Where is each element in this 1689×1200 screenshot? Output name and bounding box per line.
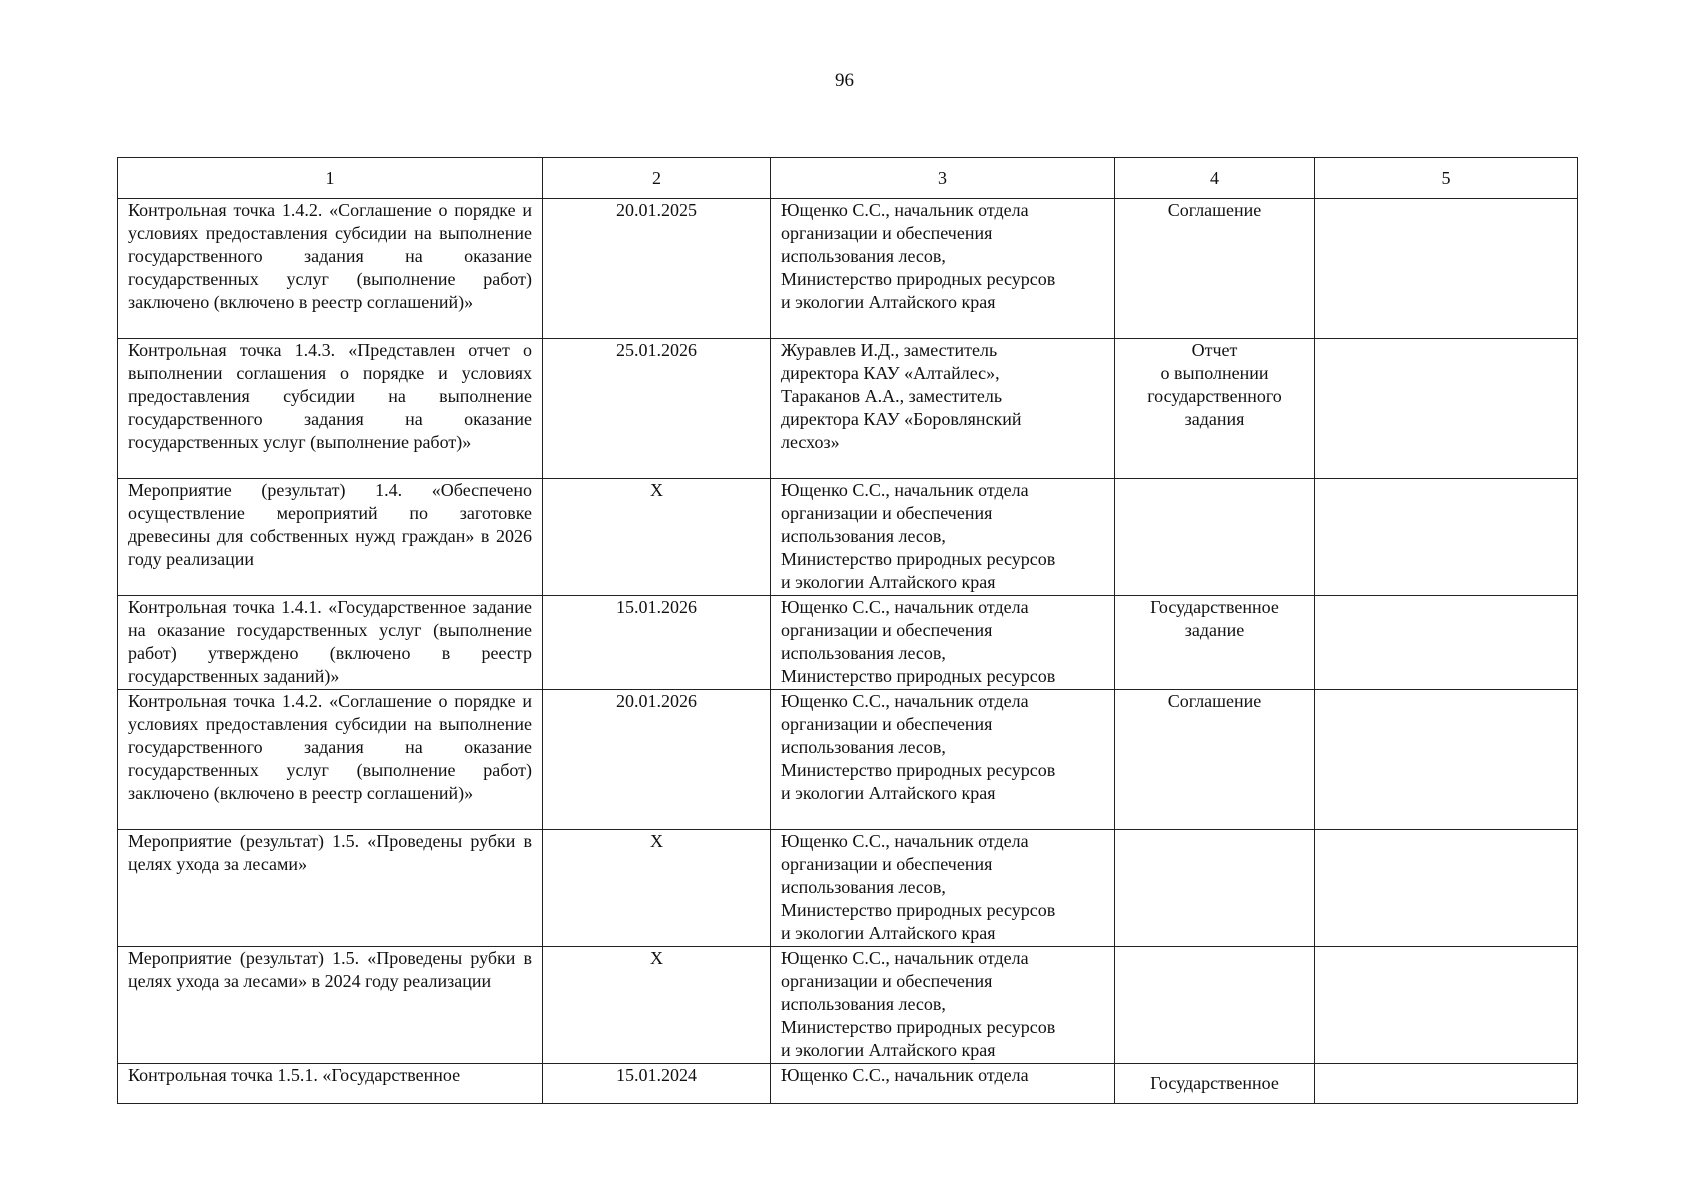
responsible-cell (771, 947, 1115, 1064)
document-text: Соглашение (1167, 691, 1262, 711)
table-row (118, 947, 1578, 1064)
responsible-text: Ющенко С.С., начальник отдела организации и обеспечения использования лесов, Министерство природных ресурсов и экологии Алтайского края (781, 480, 1056, 592)
column-header-4: 4 (1115, 158, 1315, 199)
date-cell: X (543, 947, 771, 1064)
column-header-1: 1 (118, 158, 543, 199)
document-text: Государственное задание (1150, 597, 1279, 640)
column-header-3: 3 (771, 158, 1115, 199)
document-cell (1115, 1064, 1315, 1104)
column-header-2: 2 (543, 158, 771, 199)
control-points-table (117, 157, 1578, 1104)
responsible-cell (771, 1064, 1115, 1104)
event-cell: Мероприятие (результат) 1.5. «Проведены рубки в целях ухода за лесами» в 2024 году реализации (118, 947, 543, 1064)
date-cell: 25.01.2026 (543, 339, 771, 479)
event-cell: Мероприятие (результат) 1.4. «Обеспечено осуществление мероприятий по заготовке древесины для собственных нужд граждан» в 2026 году реализации (118, 479, 543, 596)
table-row (118, 596, 1578, 690)
table-row (118, 830, 1578, 947)
responsible-cell (771, 830, 1115, 947)
responsible-text: Ющенко С.С., начальник отдела организации и обеспечения использования лесов, Министерство природных ресурсов (781, 597, 1056, 686)
event-cell: Контрольная точка 1.4.3. «Представлен отчет о выполнении соглашения о порядке и условиях предоставления субсидии на выполнение государственного задания на оказание государственных услуг (выполнение работ)» (118, 339, 543, 479)
table-row (118, 199, 1578, 339)
document-text: Соглашение (1167, 200, 1262, 220)
column-header-5: 5 (1315, 158, 1578, 199)
document-cell (1115, 830, 1315, 947)
date-cell: 15.01.2024 (543, 1064, 771, 1104)
responsible-text: Ющенко С.С., начальник отдела организации и обеспечения использования лесов, Министерство природных ресурсов и экологии Алтайского края (781, 831, 1056, 943)
responsible-text: Ющенко С.С., начальник отдела организации и обеспечения использования лесов, Министерство природных ресурсов и экологии Алтайского края (781, 200, 1056, 312)
empty-cell (1315, 339, 1578, 479)
table-row (118, 690, 1578, 830)
document-cell (1115, 339, 1315, 479)
empty-cell (1315, 690, 1578, 830)
document-cell (1115, 947, 1315, 1064)
event-cell: Мероприятие (результат) 1.5. «Проведены рубки в целях ухода за лесами» (118, 830, 543, 947)
date-cell: X (543, 830, 771, 947)
table-row (118, 1064, 1578, 1104)
event-cell: Контрольная точка 1.5.1. «Государственное (118, 1064, 543, 1104)
event-cell: Контрольная точка 1.4.2. «Соглашение о порядке и условиях предоставления субсидии на выполнение государственного задания на оказание государственных услуг (выполнение работ) заключено (включено в реестр соглашений)» (118, 199, 543, 339)
date-cell: 15.01.2026 (543, 596, 771, 690)
date-cell: 20.01.2026 (543, 690, 771, 830)
table-row (118, 339, 1578, 479)
page-number: 96 (835, 70, 854, 91)
document-cell (1115, 199, 1315, 339)
responsible-cell (771, 199, 1115, 339)
document-text: Государственное (1150, 1073, 1279, 1093)
document-cell (1115, 690, 1315, 830)
document-cell (1115, 479, 1315, 596)
date-cell: 20.01.2025 (543, 199, 771, 339)
responsible-cell (771, 690, 1115, 830)
empty-cell (1315, 1064, 1578, 1104)
event-cell: Контрольная точка 1.4.2. «Соглашение о порядке и условиях предоставления субсидии на выполнение государственного задания на оказание государственных услуг (выполнение работ) заключено (включено в реестр соглашений)» (118, 690, 543, 830)
responsible-text: Ющенко С.С., начальник отдела организации и обеспечения использования лесов, Министерство природных ресурсов и экологии Алтайского края (781, 948, 1056, 1060)
responsible-text: Ющенко С.С., начальник отдела (781, 1065, 1029, 1085)
empty-cell (1315, 199, 1578, 339)
empty-cell (1315, 947, 1578, 1064)
empty-cell (1315, 479, 1578, 596)
responsible-text: Ющенко С.С., начальник отдела организации и обеспечения использования лесов, Министерство природных ресурсов и экологии Алтайского края (781, 691, 1056, 803)
empty-cell (1315, 596, 1578, 690)
responsible-cell (771, 339, 1115, 479)
table-row (118, 479, 1578, 596)
responsible-cell (771, 479, 1115, 596)
document-text: Отчет о выполнении государственного задания (1147, 340, 1282, 429)
event-cell: Контрольная точка 1.4.1. «Государственное задание на оказание государственных услуг (выполнение работ) утверждено (включено в реестр государственных заданий)» (118, 596, 543, 690)
table-header-row (118, 158, 1578, 199)
responsible-cell (771, 596, 1115, 690)
empty-cell (1315, 830, 1578, 947)
date-cell: X (543, 479, 771, 596)
responsible-text: Журавлев И.Д., заместитель директора КАУ «Алтайлес», Тараканов А.А., заместитель директора КАУ «Боровлянский лесхоз» (781, 340, 1022, 452)
document-cell (1115, 596, 1315, 690)
